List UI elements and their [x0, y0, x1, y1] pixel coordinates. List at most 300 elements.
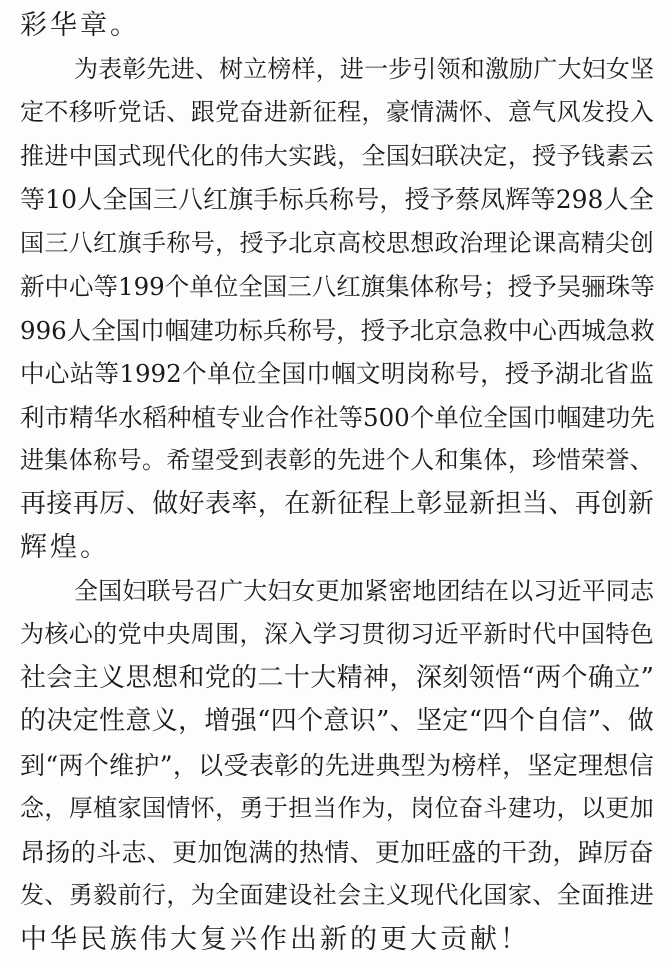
- text-glyph: 以: [198, 744, 223, 788]
- text-glyph: 进: [264, 91, 288, 135]
- text-glyph: 强: [231, 700, 257, 744]
- text-glyph: 、: [126, 483, 152, 527]
- text-glyph: 誉: [605, 439, 629, 483]
- text-glyph: 称: [166, 222, 190, 266]
- text-glyph: 予: [430, 178, 455, 222]
- text-glyph: 帼: [331, 352, 356, 396]
- text-glyph: 贯: [361, 613, 385, 657]
- text-glyph: 上: [390, 483, 416, 527]
- text-glyph: 国: [116, 309, 141, 353]
- text-line: [20, 700, 654, 744]
- text-glyph: 298: [556, 178, 604, 222]
- text-glyph: 功: [214, 309, 239, 353]
- text-glyph: 近: [435, 613, 459, 657]
- text-glyph: 想: [152, 657, 178, 701]
- text-glyph: 学: [313, 613, 337, 657]
- text-glyph: 加: [630, 787, 654, 831]
- text-glyph: 全: [102, 178, 127, 222]
- text-glyph: 单: [207, 352, 232, 396]
- text-glyph: 予: [557, 135, 581, 179]
- text-glyph: 称: [434, 265, 459, 309]
- text-glyph: 表: [264, 439, 288, 483]
- text-glyph: 湖: [555, 352, 580, 396]
- text-glyph: 旗: [228, 178, 253, 222]
- text-glyph: 代: [532, 613, 556, 657]
- text-glyph: ，: [178, 700, 204, 744]
- text-glyph: 全: [257, 352, 282, 396]
- text-glyph: 中: [69, 135, 93, 179]
- text-glyph: 位: [459, 396, 484, 440]
- text-glyph: 人: [604, 178, 629, 222]
- text-glyph: 中: [20, 352, 45, 396]
- text-glyph: 兵: [263, 309, 288, 353]
- text-glyph: 进: [44, 135, 68, 179]
- text-glyph: 盛: [451, 831, 476, 875]
- text-glyph: 199: [118, 265, 165, 309]
- text-glyph: 予: [530, 352, 555, 396]
- text-glyph: 征: [337, 483, 363, 527]
- text-glyph: ，: [389, 657, 415, 701]
- text-glyph: ，: [553, 831, 578, 875]
- text-glyph: 、: [630, 439, 654, 483]
- text-glyph: 个: [297, 700, 323, 744]
- text-glyph: 入: [288, 613, 312, 657]
- text-glyph: 义: [99, 657, 125, 701]
- text-glyph: ；: [483, 265, 508, 309]
- text-glyph: 号: [459, 265, 484, 309]
- text-glyph: 水: [118, 396, 143, 440]
- text-glyph: 精: [337, 657, 363, 701]
- text-glyph: 加: [340, 570, 364, 614]
- text-glyph: 个: [561, 657, 587, 701]
- text-line: [20, 352, 654, 396]
- text-glyph: 树: [219, 48, 243, 92]
- text-glyph: 做: [152, 483, 178, 527]
- text-line: [20, 178, 654, 222]
- text-glyph: ，: [557, 787, 581, 831]
- text-glyph: 全: [361, 135, 385, 179]
- text-glyph: 代: [166, 135, 190, 179]
- text-glyph: 授: [508, 265, 533, 309]
- text-glyph: “: [257, 700, 270, 744]
- text-glyph: 中: [142, 613, 166, 657]
- text-glyph: 帼: [165, 309, 190, 353]
- text-glyph: 豪: [386, 91, 410, 135]
- text-glyph: 体: [69, 439, 93, 483]
- text-glyph: 进: [630, 874, 654, 918]
- text-glyph: 表: [205, 483, 231, 527]
- text-line: 辉煌。: [20, 526, 654, 570]
- text-glyph: 授: [405, 178, 430, 222]
- text-glyph: 体: [483, 439, 507, 483]
- text-glyph: 1992: [119, 352, 181, 396]
- text-glyph: 等: [20, 178, 45, 222]
- text-glyph: 10: [45, 178, 77, 222]
- text-glyph: 凤: [480, 178, 505, 222]
- text-glyph: 到: [20, 744, 45, 788]
- text-glyph: 央: [166, 613, 190, 657]
- text-line: [20, 874, 654, 918]
- text-glyph: 予: [264, 222, 288, 266]
- text-glyph: 勇: [240, 787, 264, 831]
- text-glyph: 妇: [122, 570, 146, 614]
- text-glyph: 征: [313, 91, 337, 135]
- text-glyph: 个: [386, 439, 410, 483]
- text-glyph: 先: [630, 396, 655, 440]
- text-glyph: 等: [95, 352, 120, 396]
- text-glyph: 受: [215, 439, 239, 483]
- text-glyph: 奋: [240, 91, 264, 135]
- text-glyph: 的: [93, 613, 117, 657]
- text-glyph: 妇: [267, 570, 291, 614]
- text-glyph: 急: [459, 309, 484, 353]
- text-glyph: 的: [274, 831, 299, 875]
- text-glyph: 联: [147, 570, 171, 614]
- text-glyph: 新: [288, 91, 312, 135]
- text-glyph: 稻: [143, 396, 168, 440]
- paragraph-appeal: [20, 570, 654, 961]
- text-glyph: ，: [258, 483, 284, 527]
- text-glyph: ，: [337, 135, 361, 179]
- text-glyph: 设: [288, 874, 312, 918]
- text-glyph: 人: [77, 178, 102, 222]
- text-glyph: 予: [385, 309, 410, 353]
- text-glyph: 中: [557, 613, 581, 657]
- text-glyph: 行: [142, 874, 166, 918]
- text-glyph: 个: [182, 352, 207, 396]
- document-page: [20, 0, 654, 932]
- text-glyph: 再: [73, 483, 99, 527]
- text-glyph: 悟: [495, 657, 521, 701]
- text-glyph: 996: [20, 309, 67, 353]
- text-line: [20, 222, 654, 266]
- text-glyph: 明: [381, 352, 406, 396]
- text-glyph: 新: [628, 483, 654, 527]
- text-glyph: 的: [476, 831, 501, 875]
- text-glyph: 校: [361, 222, 385, 266]
- text-glyph: 素: [605, 135, 629, 179]
- text-glyph: 情: [410, 91, 434, 135]
- text-glyph: 全: [483, 396, 508, 440]
- text-glyph: 现: [142, 135, 166, 179]
- text-glyph: 手: [253, 178, 278, 222]
- text-glyph: 称: [93, 439, 117, 483]
- text-glyph: 植: [192, 396, 217, 440]
- text-glyph: 高: [337, 222, 361, 266]
- text-glyph: 号: [118, 439, 142, 483]
- text-glyph: 、: [483, 91, 507, 135]
- text-glyph: 家: [508, 874, 532, 918]
- text-glyph: 联: [435, 135, 459, 179]
- text-glyph: 踔: [578, 831, 603, 875]
- text-glyph: 毅: [93, 874, 117, 918]
- text-glyph: 帼: [557, 396, 582, 440]
- text-glyph: 定: [553, 744, 578, 788]
- text-glyph: 情: [166, 787, 190, 831]
- text-glyph: “: [469, 700, 482, 744]
- text-glyph: 劲: [527, 831, 552, 875]
- text-glyph: 推: [20, 135, 44, 179]
- text-glyph: 全: [215, 874, 239, 918]
- text-glyph: 荣: [581, 439, 605, 483]
- text-glyph: 信: [561, 700, 587, 744]
- text-glyph: 厚: [69, 787, 93, 831]
- text-glyph: 新: [483, 613, 507, 657]
- text-glyph: ，: [502, 744, 527, 788]
- text-glyph: 移: [69, 91, 93, 135]
- text-glyph: 国: [98, 570, 122, 614]
- text-glyph: 号: [354, 178, 379, 222]
- text-glyph: 伟: [240, 135, 264, 179]
- text-glyph: 旗: [118, 222, 142, 266]
- paragraph-commendation: [20, 48, 654, 570]
- text-glyph: 女: [606, 48, 630, 92]
- text-glyph: 种: [167, 396, 192, 440]
- text-glyph: 程: [337, 91, 361, 135]
- text-glyph: 、: [390, 700, 416, 744]
- text-glyph: ，: [240, 613, 264, 657]
- text-glyph: 急: [606, 309, 631, 353]
- text-glyph: 习: [410, 613, 434, 657]
- text-glyph: 心: [45, 352, 70, 396]
- text-glyph: 全: [629, 178, 654, 222]
- text-glyph: 识: [350, 700, 376, 744]
- text-glyph: 党: [215, 91, 239, 135]
- text-glyph: 坚: [416, 700, 442, 744]
- text-glyph: 论: [508, 222, 532, 266]
- text-glyph: 好: [179, 483, 205, 527]
- text-glyph: 更: [316, 570, 340, 614]
- text-glyph: 进: [340, 48, 364, 92]
- text-glyph: 担: [288, 787, 312, 831]
- text-glyph: 党: [118, 91, 142, 135]
- text-glyph: 干: [502, 831, 527, 875]
- text-glyph: 领: [469, 657, 495, 701]
- text-glyph: 的: [313, 439, 337, 483]
- text-glyph: 全: [557, 874, 581, 918]
- text-glyph: 面: [581, 874, 605, 918]
- text-glyph: 党: [118, 613, 142, 657]
- text-glyph: 八: [178, 178, 203, 222]
- text-glyph: 当: [313, 787, 337, 831]
- text-glyph: 型: [401, 744, 426, 788]
- text-glyph: ，: [215, 787, 239, 831]
- text-glyph: 的: [71, 831, 96, 875]
- text-glyph: 地: [412, 570, 436, 614]
- text-glyph: 创: [630, 222, 654, 266]
- text-glyph: 前: [118, 874, 142, 918]
- text-glyph: 专: [216, 396, 241, 440]
- text-glyph: 推: [605, 874, 629, 918]
- text-glyph: 样: [477, 744, 502, 788]
- text-glyph: 满: [435, 91, 459, 135]
- text-glyph: 合: [265, 396, 290, 440]
- text-glyph: 样: [292, 48, 316, 92]
- text-glyph: 国: [128, 178, 153, 222]
- text-glyph: 称: [329, 178, 354, 222]
- text-glyph: 城: [581, 309, 606, 353]
- text-line: [20, 483, 654, 527]
- text-glyph: ，: [336, 309, 361, 353]
- text-glyph: 再: [20, 483, 46, 527]
- text-glyph: 在: [485, 570, 509, 614]
- text-glyph: 定: [442, 700, 468, 744]
- text-glyph: 扬: [45, 831, 70, 875]
- text-glyph: 志: [630, 570, 654, 614]
- text-glyph: 时: [508, 613, 532, 657]
- text-glyph: 斗: [96, 831, 121, 875]
- text-glyph: 珠: [606, 265, 631, 309]
- text-glyph: 跟: [191, 91, 215, 135]
- text-glyph: 国: [581, 613, 605, 657]
- text-glyph: 习: [533, 570, 557, 614]
- text-glyph: 国: [281, 352, 306, 396]
- text-glyph: 全: [91, 309, 116, 353]
- text-glyph: 人: [410, 439, 434, 483]
- text-glyph: “: [521, 657, 534, 701]
- text-glyph: 特: [605, 613, 629, 657]
- text-glyph: 建: [264, 874, 288, 918]
- text-glyph: 市: [45, 396, 70, 440]
- text-glyph: 现: [410, 874, 434, 918]
- text-glyph: 新: [311, 483, 337, 527]
- text-glyph: 进: [361, 439, 385, 483]
- text-glyph: 平: [582, 570, 606, 614]
- text-glyph: 个: [84, 744, 109, 788]
- text-glyph: 等: [630, 265, 655, 309]
- text-glyph: 位: [214, 265, 239, 309]
- text-glyph: 信: [629, 744, 654, 788]
- text-glyph: 护: [134, 744, 159, 788]
- text-glyph: 坚: [630, 48, 654, 92]
- text-glyph: 先: [325, 744, 350, 788]
- text-glyph: 三: [287, 265, 312, 309]
- text-glyph: 和: [461, 48, 485, 92]
- text-glyph: 结: [461, 570, 485, 614]
- text-glyph: 定: [483, 135, 507, 179]
- text-glyph: 当: [522, 483, 548, 527]
- text-glyph: 主: [73, 657, 99, 701]
- text-glyph: 的: [299, 744, 324, 788]
- text-glyph: 广: [219, 570, 243, 614]
- text-glyph: 话: [142, 91, 166, 135]
- text-glyph: 云: [630, 135, 654, 179]
- text-glyph: 气: [532, 91, 556, 135]
- text-glyph: 尖: [605, 222, 629, 266]
- text-glyph: 先: [147, 48, 171, 92]
- text-glyph: 建: [508, 787, 532, 831]
- text-glyph: 召: [195, 570, 219, 614]
- text-glyph: 钱: [581, 135, 605, 179]
- text-glyph: 定: [20, 91, 44, 135]
- text-glyph: 榜: [267, 48, 291, 92]
- text-glyph: 华: [94, 396, 119, 440]
- text-line: [20, 135, 654, 179]
- text-glyph: 北: [288, 222, 312, 266]
- text-glyph: 国: [20, 222, 44, 266]
- text-glyph: 不: [44, 91, 68, 135]
- text-glyph: 集: [44, 439, 68, 483]
- text-glyph: 旺: [426, 831, 451, 875]
- text-glyph: 大: [310, 657, 336, 701]
- text-glyph: 发: [581, 91, 605, 135]
- text-glyph: 热: [299, 831, 324, 875]
- text-glyph: ，: [361, 91, 385, 135]
- text-glyph: 岗: [406, 352, 431, 396]
- text-glyph: 党: [205, 657, 231, 701]
- text-glyph: 兵: [304, 178, 329, 222]
- text-glyph: 等: [339, 396, 364, 440]
- text-line: [20, 91, 654, 135]
- text-glyph: 八: [312, 265, 337, 309]
- text-glyph: 中: [45, 265, 70, 309]
- text-glyph: 怀: [459, 91, 483, 135]
- text-glyph: 惜: [557, 439, 581, 483]
- text-glyph: 先: [337, 439, 361, 483]
- text-glyph: 巾: [140, 309, 165, 353]
- text-glyph: 京: [434, 309, 459, 353]
- text-glyph: 岗: [410, 787, 434, 831]
- text-glyph: 性: [99, 700, 125, 744]
- text-glyph: 新: [20, 265, 45, 309]
- text-glyph: ”: [588, 700, 601, 744]
- text-glyph: 周: [191, 613, 215, 657]
- text-glyph: 建: [581, 396, 606, 440]
- text-glyph: ，: [166, 874, 190, 918]
- text-glyph: 心: [69, 265, 94, 309]
- text-glyph: 社: [20, 657, 46, 701]
- text-glyph: 自: [535, 700, 561, 744]
- text-glyph: 红: [93, 222, 117, 266]
- text-glyph: “: [45, 744, 58, 788]
- text-glyph: 受: [223, 744, 248, 788]
- text-glyph: 情: [324, 831, 349, 875]
- text-glyph: 国: [386, 135, 410, 179]
- text-glyph: 人: [67, 309, 92, 353]
- text-glyph: 义: [386, 874, 410, 918]
- text-glyph: 立: [243, 48, 267, 92]
- text-glyph: 满: [248, 831, 273, 875]
- text-glyph: ，: [215, 222, 239, 266]
- text-glyph: 两: [535, 657, 561, 701]
- text-glyph: 近: [557, 570, 581, 614]
- text-glyph: 昂: [20, 831, 45, 875]
- text-glyph: 和: [435, 439, 459, 483]
- text-glyph: 红: [203, 178, 228, 222]
- text-glyph: 习: [337, 613, 361, 657]
- text-glyph: 辉: [505, 178, 530, 222]
- text-glyph: 等: [531, 178, 556, 222]
- text-glyph: 北: [410, 309, 435, 353]
- text-line: [20, 309, 654, 353]
- text-glyph: ”: [160, 744, 173, 788]
- text-glyph: 做: [628, 700, 654, 744]
- text-glyph: 刻: [442, 657, 468, 701]
- text-glyph: 救: [483, 309, 508, 353]
- text-glyph: 位: [232, 352, 257, 396]
- text-glyph: 文: [356, 352, 381, 396]
- text-glyph: 化: [459, 874, 483, 918]
- text-glyph: 课: [532, 222, 556, 266]
- text-glyph: 蔡: [455, 178, 480, 222]
- text-glyph: 号: [455, 352, 480, 396]
- text-glyph: 为: [20, 613, 44, 657]
- text-glyph: 予: [532, 265, 557, 309]
- text-glyph: 接: [46, 483, 72, 527]
- text-glyph: 奋: [629, 831, 654, 875]
- text-glyph: 高: [557, 222, 581, 266]
- text-glyph: 决: [459, 135, 483, 179]
